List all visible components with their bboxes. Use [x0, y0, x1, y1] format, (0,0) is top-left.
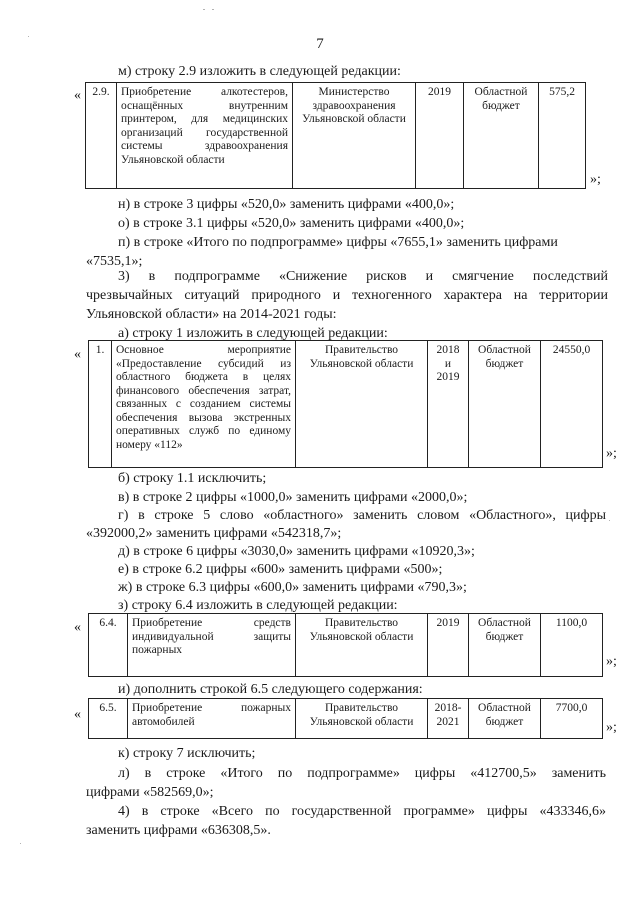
quote-close: »;	[606, 720, 617, 735]
item-e: е) в строке 6.2 цифры «600» заменить цифрами «500»;	[118, 562, 443, 577]
scan-speck	[212, 9, 214, 10]
item-d: д) в строке 6 цифры «3030,0» заменить цифрами «10920,3»;	[118, 544, 475, 559]
measure-name: Приобретение пожарных автомобилей	[128, 699, 296, 739]
section-3-line2: чрезвычайных ситуаций природного и техногенного характера на территории	[86, 288, 608, 303]
executor: Правительство Ульяновской области	[296, 614, 428, 677]
amount: 24550,0	[541, 341, 603, 468]
item-l-line1: л) в строке «Итого по подпрограмме» цифры «412700,5» заменить	[118, 766, 606, 781]
section-3-line3: Ульяновской области» на 2014-2021 годы:	[86, 307, 337, 322]
measure-name: Приобретение средств индивидуальной защиты пожарных	[128, 614, 296, 677]
item-p-line2: «7535,1»;	[86, 254, 143, 269]
quote-open: «	[74, 707, 81, 722]
item-p-line1: п) в строке «Итого по подпрограмме» цифры «7655,1» заменить цифрами	[118, 235, 558, 250]
page-number: 7	[316, 36, 324, 52]
item-a: а) строку 1 изложить в следующей редакции:	[118, 326, 388, 341]
table-row-6-5	[88, 698, 603, 739]
item-m: м) строку 2.9 изложить в следующей редакции:	[118, 64, 401, 79]
row-number: 2.9.	[86, 83, 117, 189]
scan-speck	[28, 36, 29, 37]
item-z: з) строку 6.4 изложить в следующей редакции:	[118, 598, 398, 613]
row-number: 1.	[89, 341, 112, 468]
quote-open: «	[74, 88, 81, 103]
executor: Министерство здравоохранения Ульяновской области	[293, 83, 416, 189]
item-l-line2: цифрами «582569,0»;	[86, 785, 214, 800]
funding-source: Областной бюджет	[464, 83, 539, 189]
year: 2019	[428, 614, 469, 677]
amount: 7700,0	[541, 699, 603, 739]
item-v: в) в строке 2 цифры «1000,0» заменить цифрами «2000,0»;	[118, 490, 468, 505]
quote-open: «	[74, 620, 81, 635]
year: 2018 и 2019	[428, 341, 469, 468]
item-i: и) дополнить строкой 6.5 следующего содержания:	[118, 682, 423, 697]
scan-speck	[20, 843, 21, 844]
funding-source: Областной бюджет	[469, 341, 541, 468]
item-n: н) в строке 3 цифры «520,0» заменить цифрами «400,0»;	[118, 197, 455, 212]
amount: 1100,0	[541, 614, 603, 677]
funding-source: Областной бюджет	[469, 614, 541, 677]
amount: 575,2	[539, 83, 586, 189]
scan-speck	[203, 9, 205, 10]
section-3-line1: 3) в подпрограмме «Снижение рисков и смягчение последствий	[118, 269, 608, 284]
table-row-6-4	[88, 613, 603, 677]
year: 2018-2021	[428, 699, 469, 739]
item-b: б) строку 1.1 исключить;	[118, 471, 267, 486]
section-4-line2: заменить цифрами «636308,5».	[86, 823, 271, 838]
item-k: к) строку 7 исключить;	[118, 746, 256, 761]
quote-close: »;	[606, 446, 617, 461]
item-zh: ж) в строке 6.3 цифры «600,0» заменить цифрами «790,3»;	[118, 580, 467, 595]
year: 2019	[416, 83, 464, 189]
quote-close: »;	[590, 172, 601, 187]
measure-name: Приобретение алкотестеров, оснащённых внутренним принтером, для медицинских организаций государственной системы здравоохранения Ульяновской области	[117, 83, 293, 189]
funding-source: Областной бюджет	[469, 699, 541, 739]
row-number: 6.5.	[89, 699, 128, 739]
measure-name: Основное мероприятие «Предоставление субсидий из областного бюджета в целях финансового обеспечения затрат, связанных с созданием системы обеспечения вызова экстренных оперативных служб по единому номеру «112»	[112, 341, 296, 468]
executor: Правительство Ульяновской области	[296, 699, 428, 739]
row-number: 6.4.	[89, 614, 128, 677]
section-4-line1: 4) в строке «Всего по государственной программе» цифры «433346,6»	[118, 804, 606, 819]
table-row-1	[88, 340, 603, 468]
table-row-2-9	[85, 82, 586, 189]
item-g-line2: «392000,2» заменить цифрами «542318,7»;	[86, 526, 342, 541]
item-o: о) в строке 3.1 цифры «520,0» заменить цифрами «400,0»;	[118, 216, 465, 231]
executor: Правительство Ульяновской области	[296, 341, 428, 468]
scan-speck	[609, 520, 610, 521]
item-g-line1: г) в строке 5 слово «областного» заменить словом «Областного», цифры	[118, 508, 606, 523]
quote-open: «	[74, 347, 81, 362]
quote-close: »;	[606, 654, 617, 669]
